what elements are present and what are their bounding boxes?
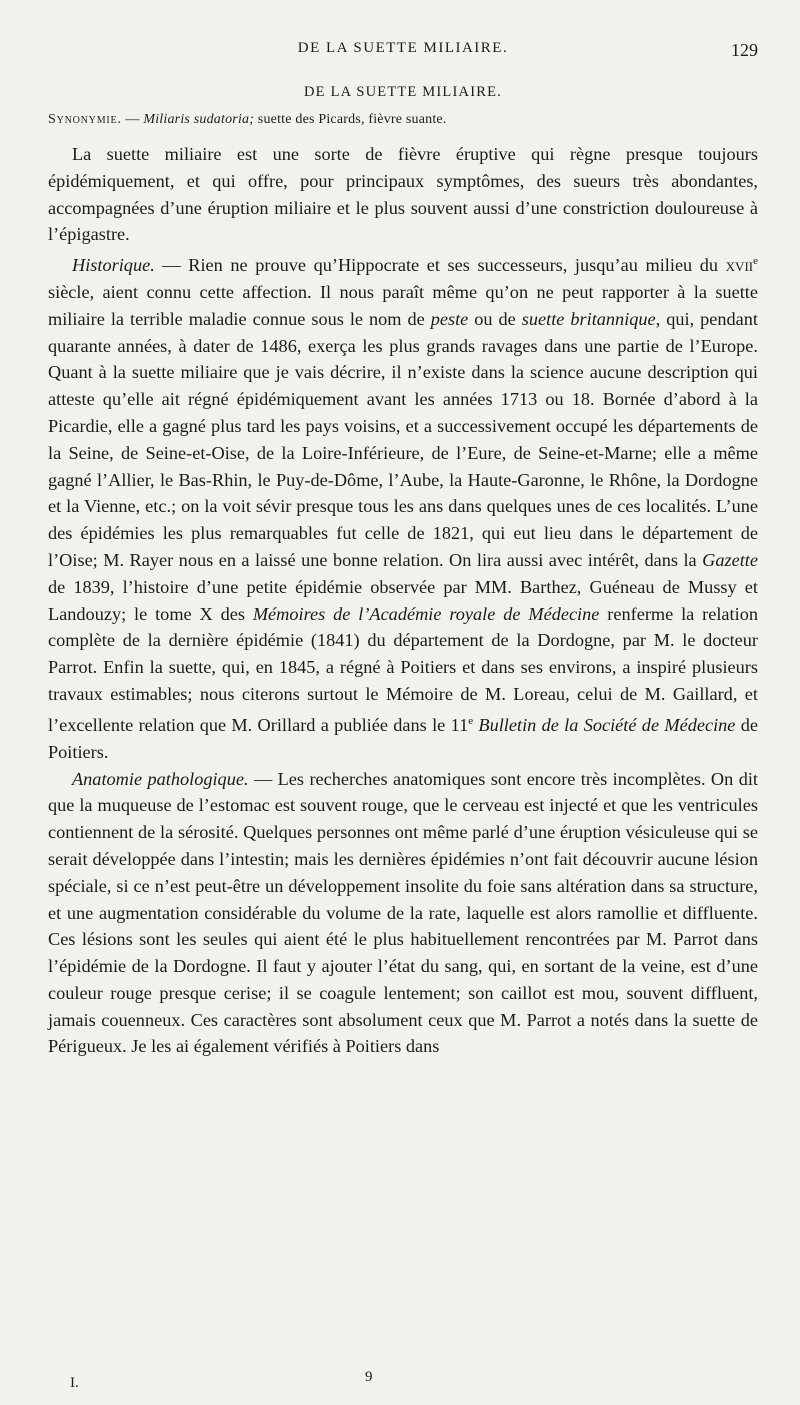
text-span: de Poitiers.	[48, 714, 758, 762]
running-head	[48, 40, 758, 70]
folio-number: 9	[365, 1369, 373, 1385]
page-number: 129	[731, 40, 758, 60]
section-title: DE LA SUETTE MILIAIRE.	[304, 84, 502, 100]
text-span: siècle, aient connu cette affection. Il nous paraît même qu’on ne peut rapporter à la suette miliaire la terrible maladie connue sous le nom de	[48, 282, 758, 329]
text-span: de 1839, l’histoire d’une petite épidémie observée par MM. Barthez, Guéneau de Mussy et Landouzy; le tome X des	[48, 576, 758, 624]
page-footer	[70, 1371, 690, 1395]
page	[48, 40, 758, 1060]
synonymy-rest: suette des Picards, fièvre suante.	[254, 112, 447, 127]
title-gazette: Gazette	[702, 550, 758, 571]
edition-sup: e	[468, 714, 474, 727]
text-span: renferme la relation complète de la dernière épidémie (1841) du département de la Dordogne, par M. le docteur Parrot. Enfin la suette, qui, en 1845, a régné à Poitiers et dans ses environs, a inspiré plusieurs travaux estimables; nous citerons surtout le Mémoire de M. Loreau, celui de M. Gaillard, et l’excellente relation que M. Orillard a publiée dans le 11	[48, 603, 758, 735]
term-suette-britannique: suette britannique	[521, 308, 656, 329]
synonymy-dash: —	[121, 112, 144, 127]
title-memoires: Mémoires de l’Académie royale de Médecine	[252, 603, 600, 624]
synonymy-label: Synonymie.	[48, 112, 122, 127]
heading-anatomie: Anatomie pathologique.	[72, 768, 249, 789]
synonymy-line	[48, 109, 758, 131]
running-head-title: DE LA SUETTE MILIAIRE.	[297, 40, 509, 56]
paragraph-intro: La suette miliaire est une sorte de fièvre éruptive qui règne presque toujours épidémiquement, et qui offre, pour principaux symptômes, des sueurs très abondantes, accompagnées d’une éruption miliaire et le plus souvent aussi d’une constriction douloureuse à l’épigastre.	[48, 144, 758, 245]
text-span: — Rien ne prouve qu’Hippocrate et ses successeurs, jusqu’au milieu du	[154, 255, 726, 276]
term-peste: peste	[430, 308, 469, 329]
century-sup: e	[753, 255, 758, 268]
text-span: ou de	[468, 308, 522, 329]
heading-historique: Historique.	[72, 255, 155, 276]
paragraph-anatomie	[48, 766, 758, 1061]
century-numeral: xvii	[725, 255, 754, 276]
synonymy-latin: Miliaris sudatoria;	[143, 112, 255, 127]
title-bulletin: Bulletin de la Société de Médecine	[478, 714, 736, 735]
text-span: — Les recherches anatomiques sont encore très incomplètes. On dit que la muqueuse de l’estomac est souvent rouge, que le cerveau est injecté et que les ventricules contiennent de la sérosité. Quelques personnes ont même parlé d’une éruption vésiculeuse qui se serait développée dans l’intestin; mais les dernières épidémies n’ont fait découvrir aucune lésion spéciale, si ce n’est peut-être un développement insolite du foie sans altération dans sa structure, et une augmentation considérable du volume de la rate, laquelle est alors ramollie et diffluente. Ces lésions sont les seules qui aient été le plus habituellement rencontrées par M. Parrot dans l’épidémie de la Dordogne. Il faut y ajouter l’état du sang, qui, en sortant de la veine, est d’une couleur rouge presque cerise; il se coagule lentement; son caillot est mou, souvent diffluent, jamais couenneux. Ces caractères sont absolument ceux que M. Parrot a notés dans la suette de Périgueux. Je les ai également vérifiés à Poitiers dans	[48, 768, 758, 1057]
signature-mark: I.	[70, 1375, 79, 1391]
text-span: , qui, pendant quarante années, à dater de 1486, exerça les plus grands ravages dans une partie de l’Europe. Quant à la suette miliaire que je vais décrire, il n’existe dans la science aucune description qui atteste qu’elle ait régné épidémiquement avant les années 1713 ou 18. Bornée d’abord à la Picardie, elle a gagné plus tard les pays voisins, et a successivement occupé les départements de la Seine, de Seine-et-Oise, de la Loire-Inférieure, de l’Eure, de Seine-et-Marne; elle a même gagné l’Allier, le Bas-Rhin, le Puy-de-Dôme, l’Aube, la Haute-Garonne, le Rhône, la Dordogne et la Vienne, etc.; on la voit sévir presque tous les ans dans quelques unes de ces localités. L’une des épidémies les plus remarquables fut celle de 1821, qui eut lieu dans le département de l’Oise; M. Rayer nous en a laissé une bonne relation. On lira aussi avec intérêt, dans la	[48, 308, 759, 571]
paragraph-historique	[48, 248, 758, 765]
